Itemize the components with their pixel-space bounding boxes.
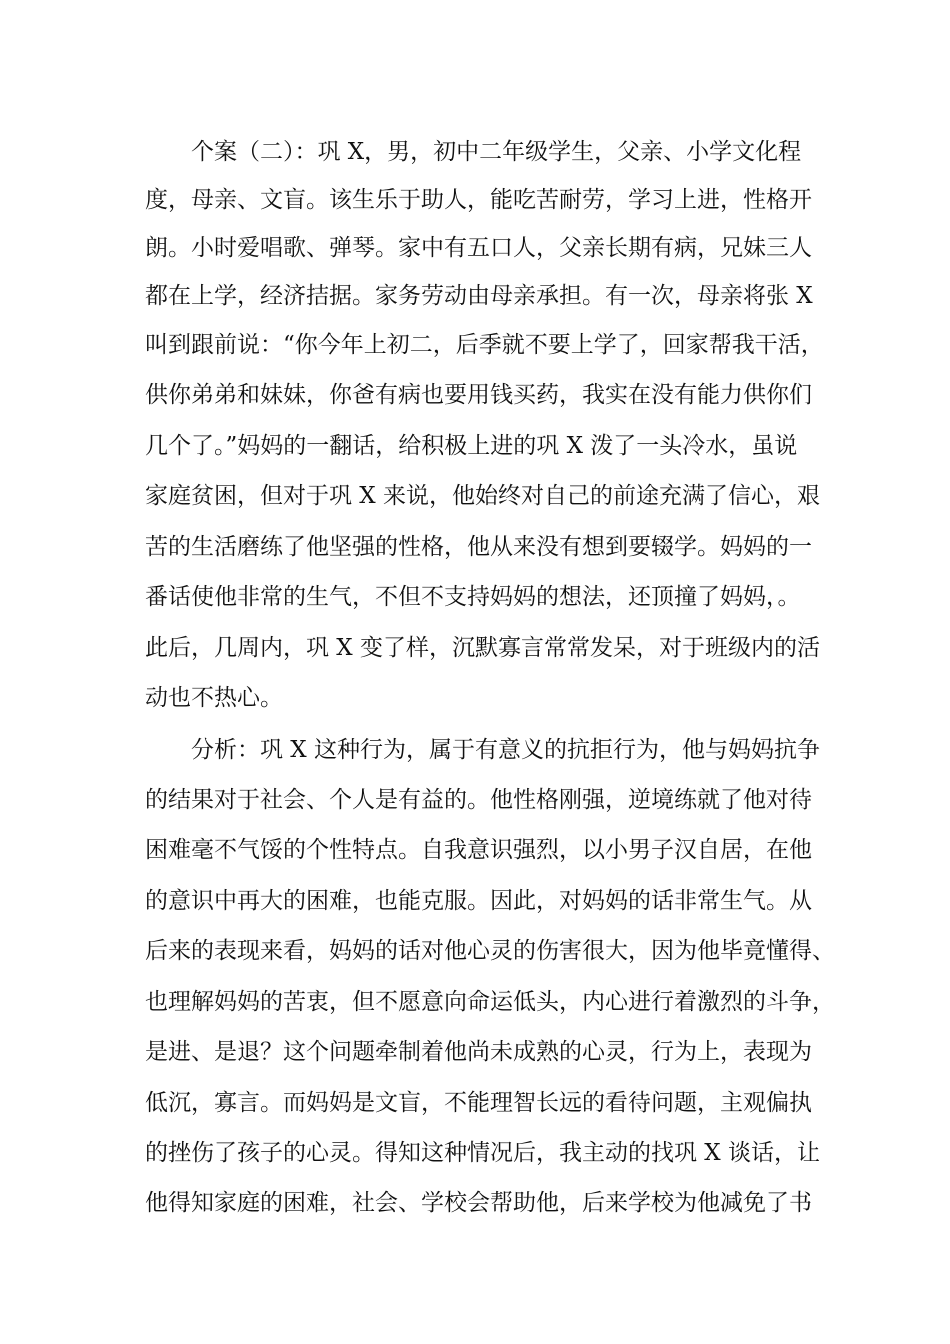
text-line: 个案（二）：巩 X，男，初中二年级学生，父亲、小学文化程: [191, 139, 802, 165]
text-line: 他得知家庭的困难，社会、学校会帮助他，后来学校为他减免了书: [145, 1190, 812, 1216]
text-line: 度，母亲、文盲。该生乐于助人，能吃苦耐劳，学习上进，性格开: [145, 187, 812, 213]
text-line: 供你弟弟和妹妹，你爸有病也要用钱买药，我实在没有能力供你们: [145, 382, 812, 408]
text-line: 叫到跟前说：“你今年上初二，后季就不要上学了，回家帮我干活，: [145, 332, 824, 358]
text-line: 低沉，寡言。而妈妈是文盲，不能理智长远的看待问题，主观偏执: [145, 1090, 812, 1116]
text-line: 苦的生活磨练了他坚强的性格，他从来没有想到要辍学。妈妈的一: [145, 534, 812, 560]
text-line: 困难毫不气馁的个性特点。自我意识强烈，以小男子汉自居，在他: [145, 837, 812, 863]
text-line: 都在上学，经济拮据。家务劳动由母亲承担。有一次，母亲将张 X: [145, 283, 813, 309]
text-line: 后来的表现来看，妈妈的话对他心灵的伤害很大，因为他毕竟懂得、: [145, 938, 835, 964]
text-line: 动也不热心。: [145, 685, 283, 711]
text-line: 朗。小时爱唱歌、弹琴。家中有五口人，父亲长期有病，兄妹三人: [145, 235, 812, 261]
text-line: 番话使他非常的生气，不但不支持妈妈的想法，还顶撞了妈妈，。: [145, 584, 801, 610]
text-line: 的结果对于社会、个人是有益的。他性格刚强，逆境练就了他对待: [145, 787, 812, 813]
text-line: 的挫伤了孩子的心灵。得知这种情况后，我主动的找巩 X 谈话，让: [145, 1140, 820, 1166]
text-line: 是进、是退？这个问题牵制着他尚未成熟的心灵，行为上，表现为: [145, 1039, 812, 1065]
text-line: 分析：巩 X 这种行为，属于有意义的抗拒行为，他与妈妈抗争: [191, 737, 820, 763]
text-line: 家庭贫困，但对于巩 X 来说，他始终对自己的前途充满了信心，艰: [145, 483, 820, 509]
text-line: 此后，几周内，巩 X 变了样，沉默寡言常常发呆，对于班级内的活: [145, 635, 820, 661]
text-line: 几个了。”妈妈的一翻话，给积极上进的巩 X 泼了一头冷水，虽说: [145, 433, 798, 459]
text-line: 也理解妈妈的苦衷，但不愿意向命运低头，内心进行着激烈的斗争，: [145, 989, 835, 1015]
text-line: 的意识中再大的困难，也能克服。因此，对妈妈的话非常生气。从: [145, 888, 812, 914]
